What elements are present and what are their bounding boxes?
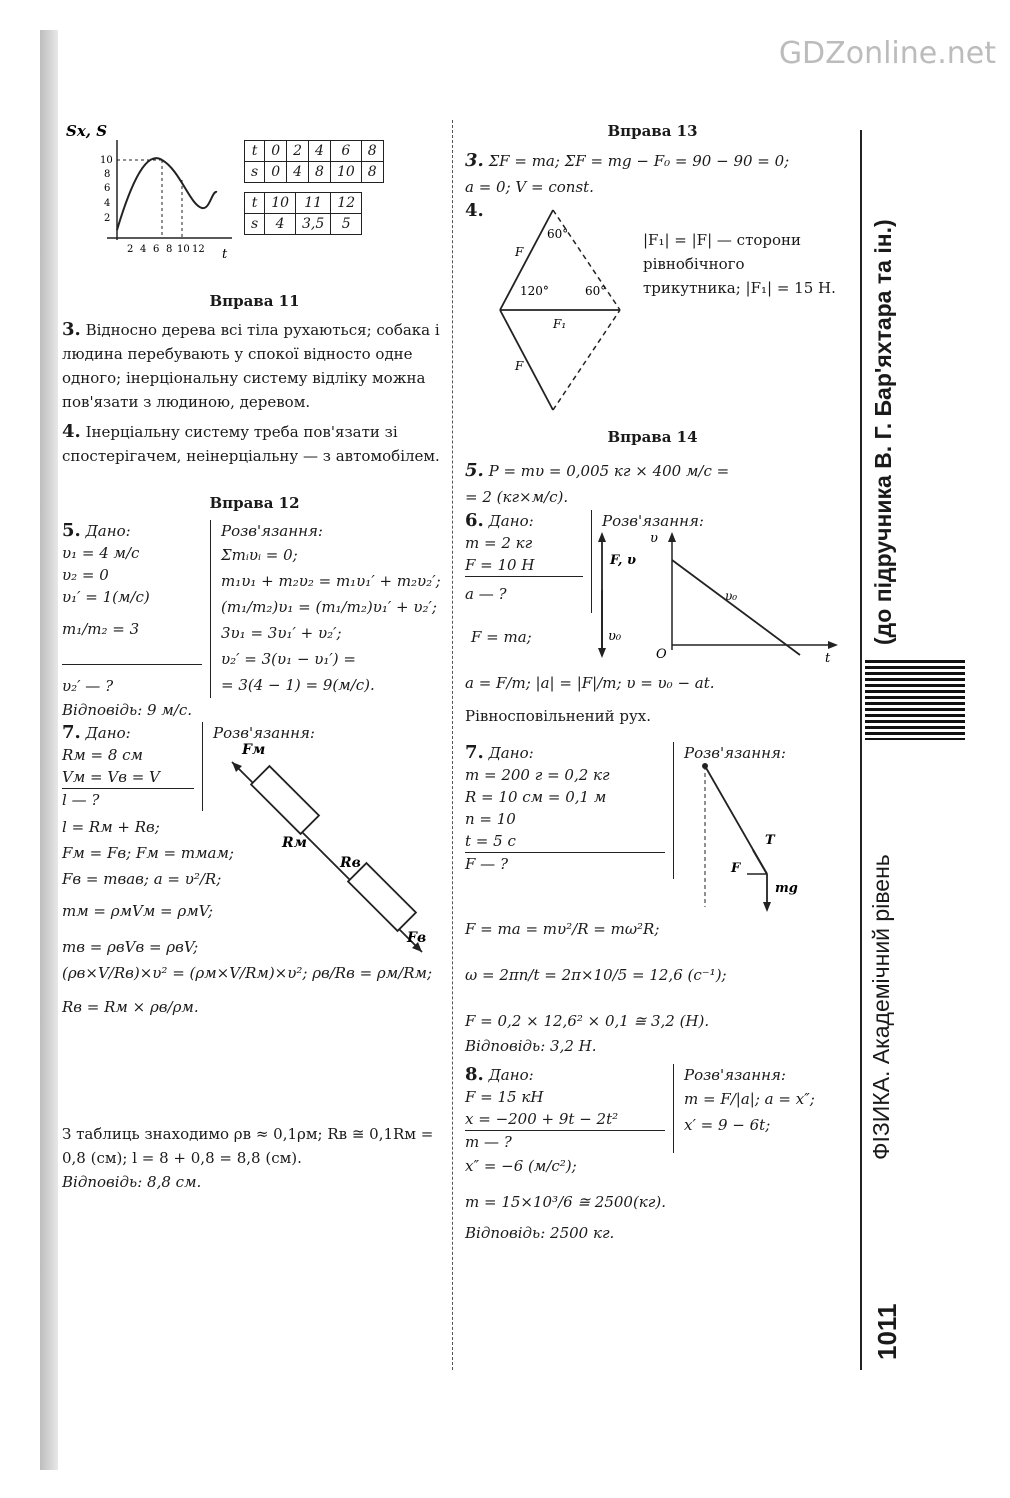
svg-text:υ₀: υ₀ <box>608 629 622 644</box>
svg-text:T: T <box>765 833 775 848</box>
task-7-block: 7. Дано: Rм = 8 см Vм = Vв = V l — ? Розв'язання: l = Rм + Rв; Fм = Fв; Fм = mмaм; Fв = mвaв; a = υ²/R; mм = ρмVм = ρмV; mв = ρвVв = ρвV; (ρв×V/Rв)×υ² = (ρм×V/Rм)×υ²; ρв/Rв = ρм/Rм; Rв = Rм × ρв/ρм. Fм Rм Rв Fв <box>62 722 447 1122</box>
force-rhombus-figure <box>485 200 645 420</box>
pendulum-figure <box>695 762 805 912</box>
svg-text:F₁: F₁ <box>553 317 567 331</box>
task-6-block: 6. Дано: m = 2 кг F = 10 Н a — ? Розв'язання: F = ma; F, υ υ₀ υ υ₀ O t <box>465 510 840 670</box>
graph-and-tables <box>62 120 447 280</box>
left-column <box>62 120 447 1194</box>
right-column <box>465 120 840 1245</box>
svg-text:mg: mg <box>775 881 798 896</box>
solution-column: Розв'язання: Σmᵢυᵢ = 0; m₁υ₁ + m₂υ₂ = m₁υ₁′ + m₂υ₂′; (m₁/m₂)υ₁ = (m₁/m₂)υ₁′ + υ₂′; 3υ₁ = 3υ₁′ + υ₂′; υ₂′ = 3(υ₁ − υ₁′) = = 3(4 − 1) = 9(м/с). <box>221 522 441 694</box>
paragraph: 4. Інерціальну систему треба пов'язати зі спостерігачем, неінерціальну — з автомобілем. <box>62 421 440 465</box>
svg-text:Fв: Fв <box>407 930 427 946</box>
graph-y-tick: 4 <box>104 198 111 209</box>
task-7-right-block: 7. Дано: m = 200 г = 0,2 кг R = 10 см = 0,1 м n = 10 t = 5 с F — ? Розв'язання: T F mg <box>465 742 840 912</box>
graph-y-tick: 6 <box>104 183 111 194</box>
svg-text:60°: 60° <box>547 227 569 241</box>
section-title: Вправа 11 <box>209 292 300 310</box>
svg-text:F: F <box>515 359 524 373</box>
centrifuge-figure <box>222 742 442 972</box>
graph-x-tick: 4 <box>140 244 147 255</box>
watermark: GDZonline.net <box>778 36 996 71</box>
graph-y-tick: 8 <box>104 169 111 180</box>
graph-x-label: t <box>222 247 228 260</box>
formula-line: x″ = −6 (м/с²); <box>465 1157 577 1175</box>
graph-x-tick: 10 <box>177 244 190 255</box>
graph-y-tick: 10 <box>100 155 113 166</box>
paragraph: 3. Відносно дерева всі тіла рухаються; собака і людина перебувають у спокої відносто одне одного; інерціональну систему відліку можна пов'язати з людиною, деревом. <box>62 319 440 411</box>
task-4-block: 4. F 60° 120° 60° F₁ F |F₁| = |F| — сторони рівнобічного трикутника; |F₁| = 15 Н. <box>465 200 840 420</box>
graph-x-ticks <box>127 244 205 255</box>
decorative-stripes <box>865 660 965 740</box>
paragraph: |F₁| = |F| — сторони рівнобічного трикутника; |F₁| = 15 Н. <box>643 231 836 297</box>
page-edge-shadow <box>40 30 58 1470</box>
given-column: 5. Дано: υ₁ = 4 м/с υ₂ = 0 υ₁′ = 1(м/с) m₁/m₂ = 3 υ₂′ — ? <box>62 520 211 698</box>
table-row: s 0 4 8 10 8 <box>245 162 384 183</box>
graph-x-tick: 8 <box>166 244 173 255</box>
task-7-lines: l = Rм + Rв; Fм = Fв; Fм = mмaм; Fв = mвaв; a = υ²/R; mм = ρмVм = ρмV; mв = ρвVв = ρвV; (ρв×V/Rв)×υ² = (ρм×V/Rм)×υ²; ρв/Rв = ρм/Rм; Rв = Rм × ρв/ρм. <box>62 818 433 1016</box>
formula-line: a = F/m; |a| = |F|/m; υ = υ₀ − at. <box>465 674 715 692</box>
given-column: 6. Дано: m = 2 кг F = 10 Н a — ? <box>465 510 592 613</box>
graph-x-tick: 6 <box>153 244 160 255</box>
svg-text:O: O <box>656 647 667 662</box>
table-t-s-2 <box>244 192 362 235</box>
table-row: t 10 11 12 <box>245 193 362 214</box>
graph-axis-label: Sx, S <box>66 122 108 140</box>
svg-text:υ: υ <box>650 531 658 546</box>
given-column: 8. Дано: F = 15 кН x = −200 + 9t − 2t² m — ? <box>465 1064 674 1153</box>
sidebar-top-title: (до підручника В. Г. Бар'яхтара та ін.) <box>870 219 896 645</box>
svg-text:F: F <box>731 861 741 876</box>
formula-line: ω = 2πn/t = 2π×10/5 = 12,6 (с⁻¹); <box>465 966 727 984</box>
svg-text:υ₀: υ₀ <box>725 589 738 603</box>
table-row: s 4 3,5 5 <box>245 214 362 235</box>
svg-text:60°: 60° <box>585 284 607 298</box>
vertical-sidebar <box>850 130 970 1370</box>
graph-curve <box>117 158 217 230</box>
section-title: Вправа 13 <box>607 122 698 140</box>
paragraph: = 2 (кг×м/с). <box>465 488 569 506</box>
answer: Відповідь: 2500 кг. <box>465 1224 615 1242</box>
svg-text:Fм: Fм <box>242 742 266 758</box>
table-t-s-1 <box>244 140 384 183</box>
column-divider <box>452 120 453 1370</box>
answer: Відповідь: 3,2 Н. <box>465 1037 597 1055</box>
paragraph: 3. ΣF = ma; ΣF = mg − F₀ = 90 − 90 = 0; <box>465 150 790 171</box>
task-8-block: 8. Дано: F = 15 кН x = −200 + 9t − 2t² m — ? Розв'язання: m = F/|a|; a = x″; x′ = 9 − 6t; <box>465 1064 815 1151</box>
task-5-block <box>62 520 447 698</box>
velocity-graph <box>590 530 840 670</box>
svg-text:120°: 120° <box>520 284 549 298</box>
svg-text:Rв: Rв <box>340 855 361 871</box>
answer: Відповідь: 9 м/с. <box>62 701 193 719</box>
page-number: 1011 <box>872 1303 902 1360</box>
answer: Відповідь: 8,8 см. <box>62 1173 202 1191</box>
given-column: 7. Дано: m = 200 г = 0,2 кг R = 10 см = 0,1 м n = 10 t = 5 с F — ? <box>465 742 674 879</box>
paragraph: З таблиць знаходимо ρв ≈ 0,1ρм; Rв ≅ 0,1Rм = 0,8 (см); l = 8 + 0,8 = 8,8 (см). <box>62 1125 434 1167</box>
given-column: 7. Дано: Rм = 8 см Vм = Vв = V l — ? <box>62 722 203 811</box>
paragraph: a = 0; V = const. <box>465 178 594 196</box>
graph-y-tick: 2 <box>104 213 111 224</box>
section-title: Вправа 14 <box>607 428 698 446</box>
graph-y-ticks <box>100 155 113 224</box>
graph-x-tick: 12 <box>192 244 205 255</box>
svg-text:Rм: Rм <box>282 835 307 851</box>
formula-line: m = 15×10³/6 ≅ 2500(кг). <box>465 1193 666 1211</box>
paragraph: 5. P = mυ = 0,005 кг × 400 м/с = <box>465 460 730 481</box>
svg-text:F: F <box>515 245 524 259</box>
graph-x-tick: 2 <box>127 244 134 255</box>
svg-text:F, υ: F, υ <box>610 553 636 568</box>
sidebar-bottom-title: ФІЗИКА. Академічний рівень <box>868 854 894 1160</box>
formula-line: F = 0,2 × 12,6² × 0,1 ≅ 3,2 (Н). <box>465 1012 710 1030</box>
paragraph: Рівносповільнений рух. <box>465 707 652 725</box>
formula-line: F = ma = mυ²/R = mω²R; <box>465 920 660 938</box>
svg-text:t: t <box>825 651 831 666</box>
motion-graph <box>62 120 242 260</box>
section-title: Вправа 12 <box>209 494 300 512</box>
table-row: t 0 2 4 6 8 <box>245 141 384 162</box>
